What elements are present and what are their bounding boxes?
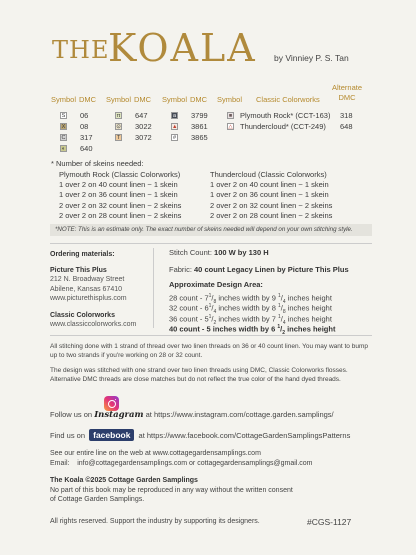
- size-count: 28 count - 7: [169, 293, 209, 302]
- follow-prefix: Follow us on: [50, 410, 93, 419]
- title-block: [52, 26, 392, 70]
- email-line: [50, 459, 313, 469]
- stitching-instructions: All stitching done with 1 strand of thread over two linen threads on 36 or 40 count linen. You may want to bump up to two strands if you're working on 28 or 32 count.: [50, 343, 368, 359]
- dmc-number: 3799: [191, 111, 208, 120]
- stitch-count-value: 100 W by 130 H: [214, 248, 269, 257]
- size-mid: inches width by 8: [216, 303, 278, 313]
- header-symbol-3: Symbol: [162, 95, 188, 104]
- stitch-count-label: Stitch Count:: [169, 248, 215, 257]
- symbol-swatch: ▲: [172, 123, 178, 130]
- size-count: 36 count - 5: [169, 314, 209, 323]
- skeins-line: 1 over 2 on 40 count linen ~ 1 skein: [210, 180, 329, 190]
- instagram-wordmark: Instagram: [94, 410, 144, 420]
- footer-contact: [50, 449, 313, 468]
- skeins-heading: * Number of skeins needed:: [51, 159, 144, 168]
- shop-name: Picture This Plus: [50, 266, 107, 274]
- website-line[interactable]: See our entire line on the web at www.cottagegardensamplings.com: [50, 450, 261, 457]
- footer-copyright: [50, 476, 293, 505]
- skeins-line: 1 over 2 on 36 count linen ~ 1 skein: [210, 190, 329, 200]
- skeins-thread-title: Plymouth Rock (Classic Colorworks): [59, 170, 181, 179]
- reserved-line: All rights reserved. Support the industry by supporting its designers.: [50, 518, 260, 525]
- size-line: 36 count - $5^1/_2$ inches width by 7 $^1/_4$ inches height: [169, 313, 332, 326]
- symbol-row: [115, 133, 152, 143]
- size-end: inches height: [285, 293, 332, 302]
- skeins-thread-title: Thundercloud (Classic Colorworks): [210, 170, 327, 179]
- dmc-number: 647: [135, 111, 148, 120]
- symbol-row: [115, 122, 152, 132]
- design-specs: [169, 248, 349, 336]
- email-link[interactable]: info@cottagegardensamplings.com: [77, 459, 188, 467]
- symbol-row: [60, 144, 93, 154]
- symbol-swatch: T: [116, 134, 121, 141]
- title-prefix: THE: [52, 36, 110, 64]
- shop-address-line: Abilene, Kansas 67410: [50, 285, 122, 293]
- symbol-swatch: ◐: [61, 145, 66, 152]
- symbol-swatch: △: [228, 123, 233, 130]
- dmc-number: 3865: [191, 133, 208, 142]
- header-classic-colorworks: Classic Colorworks: [256, 95, 320, 104]
- copyright-line: The Koala ©2025 Cottage Garden Samplings: [50, 477, 198, 484]
- alternate-dmc: 318: [340, 111, 353, 120]
- dmc-number: 06: [80, 111, 89, 120]
- facebook-url[interactable]: at https://www.facebook.com/CottageGardenSamplingsPatterns: [138, 431, 351, 440]
- symbol-swatch: S: [61, 112, 66, 119]
- size-line: 40 count - 5 inches width by 6 $^1/_2$ inches height: [169, 324, 336, 336]
- symbol-row: [60, 122, 89, 132]
- skeins-line: 1 over 2 on 40 count linen ~ 1 skein: [59, 180, 178, 190]
- thread-name: Plymouth Rock* (CCT-163): [240, 111, 331, 120]
- thread-name: Thundercloud* (CCT-249): [240, 122, 326, 131]
- instagram-line: [50, 410, 334, 420]
- symbol-swatch: ⊙: [116, 123, 121, 130]
- size-count: 32 count - 6: [169, 303, 209, 313]
- materials-heading: Ordering materials:: [50, 251, 115, 258]
- size-mid: inches height: [285, 324, 336, 334]
- size-mid: inches width by 7: [216, 314, 278, 323]
- page-title: KOALA: [108, 26, 257, 70]
- pattern-code: #CGS-1127: [307, 517, 352, 527]
- instagram-icon: [104, 396, 119, 411]
- size-end: inches height: [285, 303, 332, 313]
- dmc-number: 317: [80, 133, 93, 142]
- classic-colorworks-row: [227, 111, 353, 121]
- symbol-swatch: C: [61, 134, 66, 141]
- skeins-line: 2 over 2 on 32 count linen ~ 2 skeins: [210, 200, 333, 210]
- shop-name: Classic Colorworks: [50, 311, 115, 319]
- symbol-swatch: #: [172, 134, 177, 141]
- stitch-count: [169, 248, 349, 259]
- rights-line: No part of this book may be reproduced in any way without the written consent: [50, 486, 293, 494]
- header-symbol-1: Symbol: [51, 95, 77, 104]
- symbol-row: [60, 111, 89, 121]
- rights-line: of Cottage Garden Samplings.: [50, 496, 145, 503]
- symbol-row: [60, 133, 93, 143]
- column-divider: [153, 248, 154, 328]
- dmc-number: 3022: [135, 122, 152, 131]
- facebook-line: [50, 429, 350, 441]
- size-line: 28 count - $7^1/_8$ inches width by 9 $^1/_4$ inches height: [169, 292, 332, 305]
- skeins-left-column: [59, 170, 181, 221]
- skeins-line: 2 over 2 on 28 count linen ~ 2 skeins: [59, 210, 182, 220]
- fabric-label: Fabric:: [169, 264, 195, 274]
- symbol-swatch: X: [61, 123, 66, 130]
- skeins-line: 2 over 2 on 28 count linen ~ 2 skeins: [210, 210, 333, 220]
- section-divider: [50, 243, 372, 244]
- thread-note: The design was stitched with one strand over two linen threads using DMC, Classic Colorworks flosses. Alternative DMC threads are close matches but do not reflect the true color of the hand dyed threads.: [50, 367, 348, 383]
- facebook-icon: facebook: [89, 429, 134, 441]
- find-prefix: Find us on: [50, 431, 86, 440]
- shop-website: www.picturethisplus.com: [50, 295, 127, 302]
- alternate-dmc: 648: [340, 122, 353, 131]
- classic-colorworks-row: [227, 122, 353, 132]
- header-symbol-4: Symbol: [217, 95, 243, 104]
- symbol-swatch: ■: [228, 112, 233, 119]
- symbol-swatch: π: [116, 112, 121, 119]
- symbol-row: [115, 111, 148, 121]
- symbol-swatch: a: [172, 112, 177, 119]
- size-count: 40 count - 5 inches width by 6: [169, 324, 278, 334]
- symbol-row: [171, 122, 208, 132]
- email-link[interactable]: cottagegardensamplings@gmail.com: [197, 459, 313, 467]
- symbol-row: [171, 111, 208, 121]
- header-alternate-dmc: Alternate DMC: [331, 83, 363, 102]
- ordering-materials: [50, 250, 136, 330]
- fabric: [169, 265, 349, 276]
- header-dmc-2: DMC: [134, 95, 152, 104]
- email-label: Email:: [50, 459, 70, 467]
- shop-address-line: 212 N. Broadway Street: [50, 276, 125, 283]
- dmc-number: 08: [80, 122, 89, 131]
- skeins-line: 2 over 2 on 32 count linen ~ 2 skeins: [59, 200, 182, 210]
- header-dmc-1: DMC: [79, 95, 97, 104]
- size-mid: inches width by 9: [216, 293, 278, 302]
- dmc-number: 3072: [135, 133, 152, 142]
- dmc-number: 640: [80, 144, 93, 153]
- skeins-right-column: [210, 170, 332, 221]
- skeins-line: 1 over 2 on 36 count linen ~ 1 skein: [59, 190, 178, 200]
- header-symbol-2: Symbol: [106, 95, 132, 104]
- header-dmc-3: DMC: [190, 95, 208, 104]
- email-or: or: [189, 459, 196, 467]
- design-area-heading: Approximate Design Area:: [169, 280, 263, 289]
- section-divider: [50, 335, 372, 336]
- size-line: 32 count - $6^1/_4$ inches width by 8 $^1/_8$ inches height: [169, 303, 332, 315]
- dmc-number: 3861: [191, 122, 208, 131]
- designer-byline: by Vinniey P. S. Tan: [274, 53, 349, 63]
- instagram-url[interactable]: at https://www.instagram.com/cottage.garden.samplings/: [145, 410, 334, 419]
- size-end: inches height: [285, 314, 332, 323]
- symbol-row: [171, 133, 208, 143]
- fabric-value: 40 count Legacy Linen by Picture This Plus: [194, 264, 349, 274]
- estimate-note: *NOTE: This is an estimate only. The exact number of skeins needed will depend on your own stitching style.: [50, 224, 372, 236]
- shop-website: www.classiccolorworks.com: [50, 321, 137, 328]
